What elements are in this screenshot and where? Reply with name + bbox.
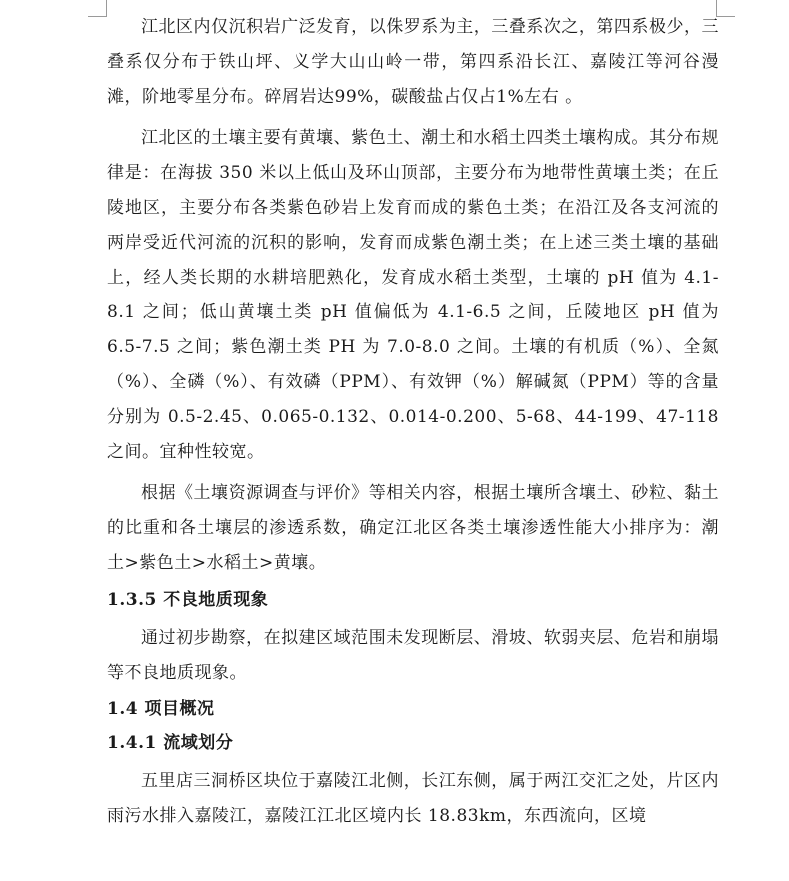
- paragraph-soil-types: 江北区的土壤主要有黄壤、紫色土、潮土和水稻土四类土壤构成。其分布规律是：在海拔 350 米以上低山及环山顶部，主要分布为地带性黄壤土类；在丘陵地区，主要分布各类紫色砂岩上发育而成的紫色土类；在沿江及各支河流的两岸受近代河流的沉积的影响，发育而成紫色潮土类；在上述三类土壤的基础上，经人类长期的水耕培肥熟化，发育成水稻土类型，土壤的 pH 值为 4.1-8.1 之间；低山黄壤土类 pH 值偏低为 4.1-6.5 之间，丘陵地区 pH 值为 6.5-7.5 之间；紫色潮土类 PH 为 7.0-8.0 之间。土壤的有机质（%）、全氮（%）、全磷（%）、有效磷（PPM）、有效钾（%）解碱氮（PPM）等的含量分别为 0.5-2.45、0.065-0.132、0.014-0.200、5-68、44-199、47-118 之间。宜种性较宽。: [107, 128, 719, 462]
- heading-1-3-5: 1.3.5 不良地质现象: [107, 589, 269, 610]
- paragraph-sedimentary-rocks: 江北区内仅沉积岩广泛发育，以侏罗系为主，三叠系次之，第四系极少，三叠系仅分布于铁山坪、义学大山山岭一带，第四系沿长江、嘉陵江等河谷漫滩，阶地零星分布。碎屑岩达99%，碳酸盐占仅占1%左右 。: [107, 17, 719, 107]
- paragraph-adverse-geology: 通过初步勘察，在拟建区域范围未发现断层、滑坡、软弱夹层、危岩和崩塌等不良地质现象。: [107, 627, 719, 683]
- heading-1-4: 1.4 项目概况: [107, 699, 215, 720]
- paragraph-watershed: 五里店三洞桥区块位于嘉陵江北侧，长江东侧，属于两江交汇之处，片区内雨污水排入嘉陵江，嘉陵江江北区境内长 18.83km，东西流向，区境: [107, 771, 719, 827]
- page-corner-mark-top-left: [88, 0, 107, 17]
- paragraph-soil-permeability: 根据《土壤资源调查与评价》等相关内容，根据土壤所含壤土、砂粒、黏土的比重和各土壤层的渗透系数，确定江北区各类土壤渗透性能大小排序为：潮土>紫色土>水稻土>黄壤。: [107, 483, 719, 573]
- heading-1-4-1: 1.4.1 流域划分: [107, 733, 234, 754]
- document-body[interactable]: [107, 10, 719, 834]
